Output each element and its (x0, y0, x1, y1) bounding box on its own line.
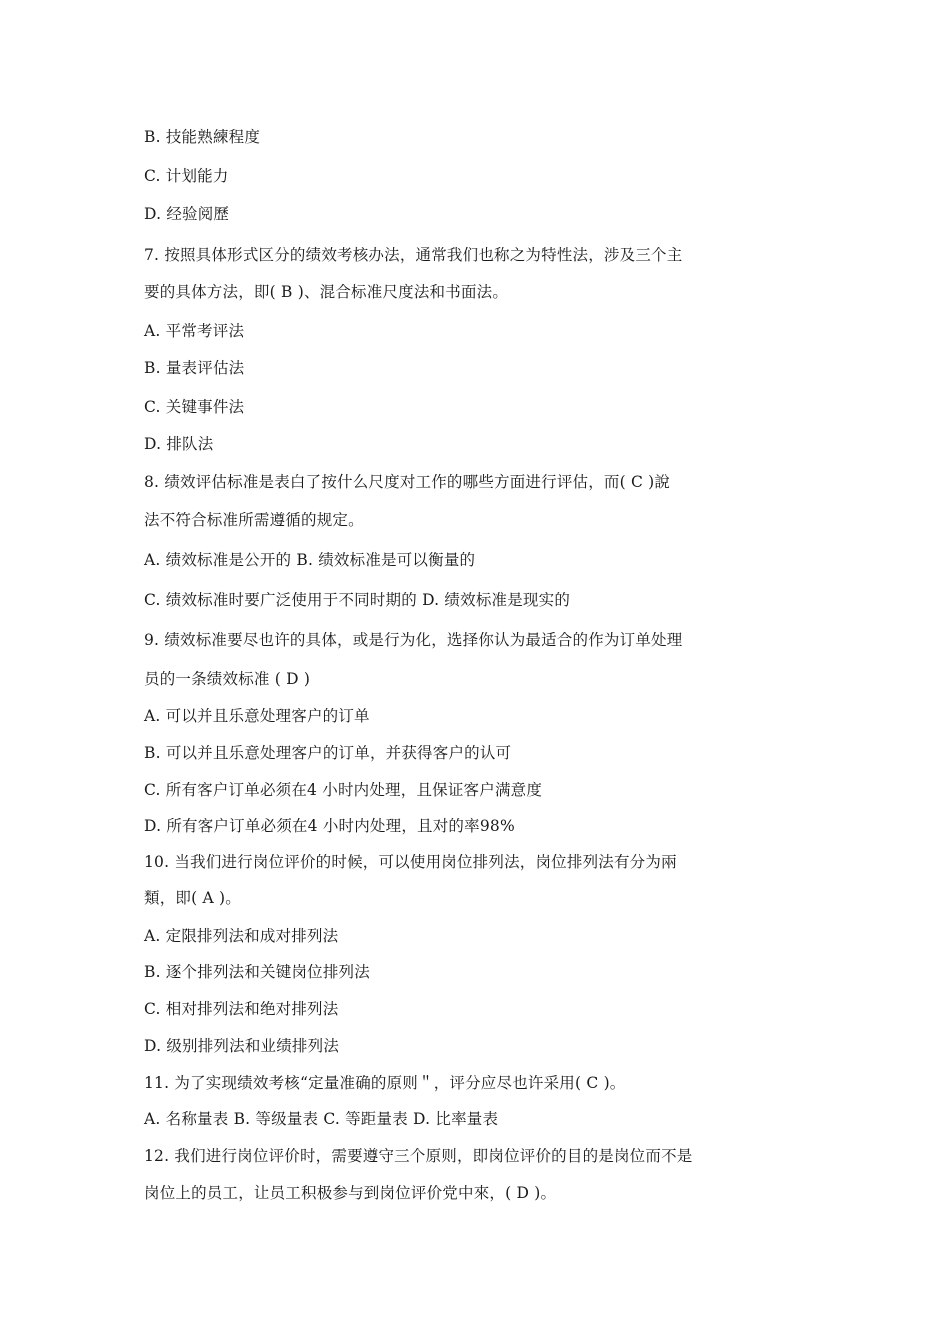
option-c-q7: C. 关键事件法 (144, 398, 245, 416)
question-7-line-1: 7. 按照具体形式区分的绩效考核办法，通常我们也称之为特性法，涉及三个主 (144, 246, 683, 264)
question-12-line-1: 12. 我们进行岗位评价时，需要遵守三个原则，即岗位评价的目的是岗位而不是 (144, 1147, 693, 1165)
option-d-q10: D. 级别排列法和业绩排列法 (144, 1037, 340, 1055)
question-9-line-2: 员的一条绩效标准 ( D ) (144, 670, 311, 688)
options-cd-q8: C. 绩效标准时要广泛使用于不同时期的 D. 绩效标准是现实的 (144, 591, 571, 609)
option-c-q6: C. 计划能力 (144, 167, 229, 185)
question-12-line-2: 岗位上的员工，让员工积极参与到岗位评价党中來，( D )。 (144, 1184, 557, 1202)
question-7-line-2: 要的具体方法，即( B )、混合标准尺度法和书面法。 (144, 283, 509, 301)
option-b-q7: B. 量表评估法 (144, 359, 245, 377)
question-8-line-1: 8. 绩效评估标准是表白了按什么尺度对工作的哪些方面进行评估，而( C )說 (144, 473, 671, 491)
question-11: 11. 为了实现绩效考核“定量准确的原则＂，评分应尽也许采用( C )。 (144, 1074, 626, 1092)
option-b-q10: B. 逐个排列法和关键岗位排列法 (144, 963, 370, 981)
option-d-q9: D. 所有客户订单必须在4 小时内处理，且对的率98% (144, 817, 515, 835)
option-a-q9: A. 可以并且乐意处理客户的订单 (144, 707, 370, 725)
option-c-q10: C. 相对排列法和绝对排列法 (144, 1000, 339, 1018)
options-q11: A. 名称量表 B. 等级量表 C. 等距量表 D. 比率量表 (144, 1110, 499, 1128)
option-c-q9: C. 所有客户订单必须在4 小时内处理，且保证客户满意度 (144, 781, 543, 799)
option-a-q7: A. 平常考评法 (144, 322, 245, 340)
question-9-line-1: 9. 绩效标准要尽也许的具体，或是行为化，选择你认为最适合的作为订单处理 (144, 631, 683, 649)
question-10-line-1: 10. 当我们进行岗位评价的时候，可以使用岗位排列法，岗位排列法有分为兩 (144, 853, 677, 871)
question-8-line-2: 法不符合标准所需遵循的规定。 (144, 511, 364, 529)
option-b-q9: B. 可以并且乐意处理客户的订单，并获得客户的认可 (144, 744, 512, 762)
option-b-q6: B. 技能熟練程度 (144, 128, 261, 146)
option-d-q7: D. 排队法 (144, 435, 214, 453)
option-a-q10: A. 定限排列法和成对排列法 (144, 927, 339, 945)
question-10-line-2: 類，即( A )。 (144, 889, 241, 907)
option-d-q6: D. 经验阅歷 (144, 205, 230, 223)
options-ab-q8: A. 绩效标准是公开的 B. 绩效标准是可以衡量的 (144, 551, 476, 569)
